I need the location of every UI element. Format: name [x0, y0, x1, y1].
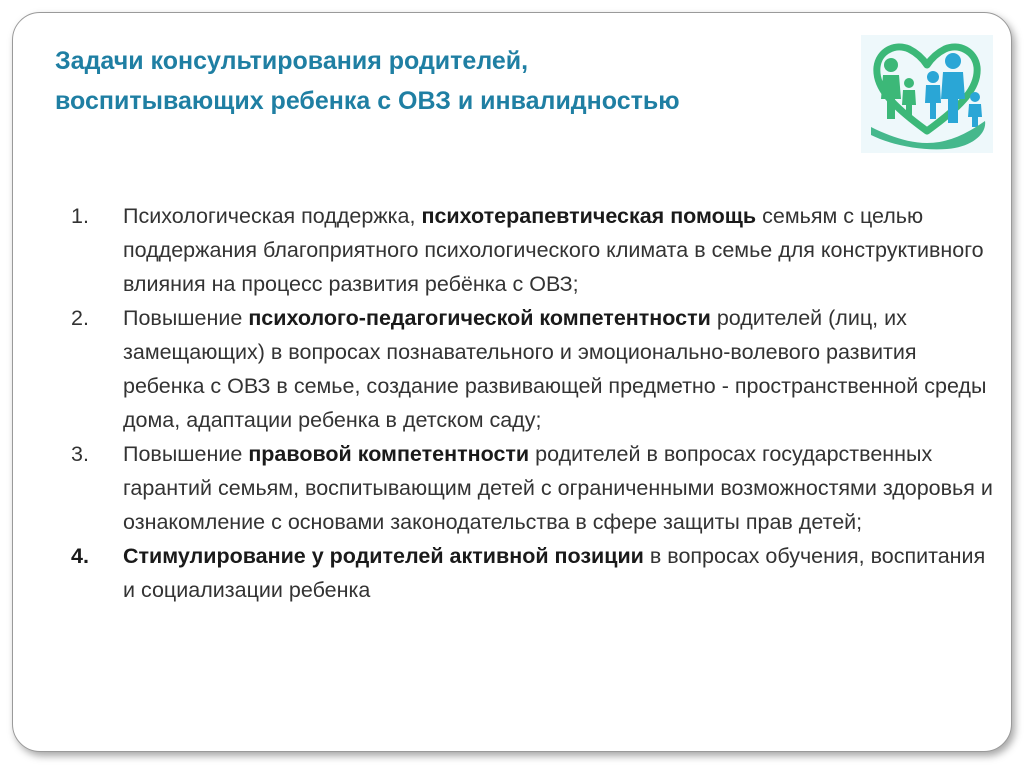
list-item-text-pre: Повышение — [123, 442, 249, 466]
slide-title — [55, 41, 815, 121]
list-item-text-bold: правовой компетентности — [248, 442, 530, 466]
task-list — [71, 199, 1001, 607]
slide-title-line-1: Задачи консультирования родителей, — [55, 47, 529, 75]
list-item-text-pre: Психологическая поддержка, — [123, 204, 422, 228]
list-item-text-bold: психолого-педагогической компетентности — [248, 306, 711, 330]
list-item — [71, 301, 1001, 437]
list-item-number: 3. — [71, 442, 89, 466]
list-item-text-bold: психотерапевтическая помощь — [421, 204, 757, 228]
slide-title-line-2: воспитывающих ребенка с ОВЗ и инвалидностью — [55, 87, 680, 115]
list-item-text-post: родителей (лиц, их замещающих) в вопросах познавательного и эмоционально-волевого развития ребенка с ОВЗ в семье, создание развивающей предметно - пространственной среды дома, адаптации ребенка в детском саду; — [123, 306, 987, 432]
list-item — [71, 539, 1001, 607]
list-item — [71, 199, 1001, 301]
logo-graphic — [861, 35, 993, 153]
list-item-text-post: родителей в вопросах государственных гарантий семьям, воспитывающим детей с ограниченными возможностями здоровья и ознакомление с основами законодательства в сфере защиты прав детей; — [123, 442, 993, 534]
slide-frame — [12, 12, 1012, 752]
list-item-text-post: семьям с целью поддержания благоприятного психологического климата в семье для конструктивного влияния на процесс развития ребёнка с ОВЗ; — [123, 204, 984, 296]
list-item-number: 2. — [71, 306, 89, 330]
list-item-number: 4. — [71, 544, 89, 568]
family-heart-hand-icon — [861, 35, 993, 153]
list-item — [71, 437, 1001, 539]
list-item-number: 1. — [71, 204, 89, 228]
list-item-text-post: в вопросах обучения, воспитания и социализации ребенка — [123, 544, 986, 602]
list-item-text-bold: Стимулирование у родителей активной позиции — [123, 544, 644, 568]
list-item-text-pre: Повышение — [123, 306, 249, 330]
